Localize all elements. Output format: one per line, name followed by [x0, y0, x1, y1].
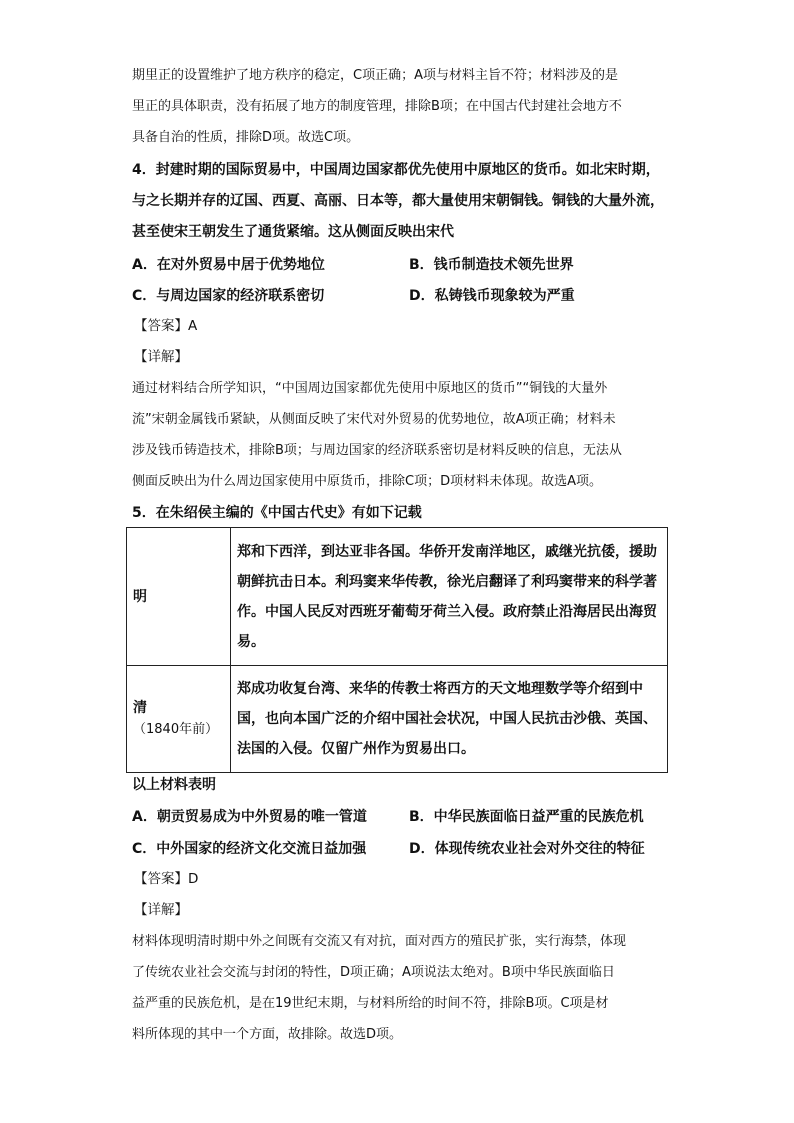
era-ming: 明	[127, 528, 231, 666]
q5-option-b: B．中华民族面临日益严重的民族危机	[409, 809, 644, 825]
q5-option-d: D．体现传统农业社会对外交往的特征	[409, 841, 645, 857]
q3-explanation-line-1: 期里正的设置维护了地方秩序的稳定，C项正确；A项与材料主旨不符；材料涉及的是	[132, 68, 618, 83]
ming-record: 郑和下西洋，到达亚非各国。华侨开发南洋地区，戚继光抗倭，援助朝鲜抗击日本。利玛窦来华传教，徐光启翻译了利玛窦带来的科学著作。中国人民反对西班牙葡萄牙荷兰入侵。政府禁止沿海居民出海贸易。	[231, 528, 668, 666]
q5-option-a: A．朝贡贸易成为中外贸易的唯一管道	[132, 809, 367, 825]
q4-detail-line-3: 涉及钱币铸造技术，排除B项；与周边国家的经济联系密切是材料反映的信息，无法从	[132, 443, 622, 458]
q4-option-a: A．在对外贸易中居于优势地位	[132, 257, 325, 273]
era-qing	[127, 666, 231, 773]
q3-explanation-line-3: 具备自治的性质，排除D项。故选C项。	[132, 130, 360, 145]
q4-stem-line-1: 4．封建时期的国际贸易中，中国周边国家都优先使用中原地区的货币。如北宋时期，	[132, 162, 660, 178]
q4-detail-label: 【详解】	[134, 349, 188, 365]
q5-answer: 【答案】D	[134, 871, 199, 887]
q4-detail-line-1: 通过材料结合所学知识，“中国周边国家都优先使用中原地区的货币”“铜钱的大量外	[132, 381, 608, 396]
era-qing-label: 清	[133, 700, 147, 716]
q5-stem: 5．在朱绍侯主编的《中国古代史》有如下记载	[132, 505, 422, 521]
q4-option-d: D．私铸钱币现象较为严重	[409, 288, 575, 304]
q3-explanation-line-2: 里正的具体职责，没有拓展了地方的制度管理，排除B项；在中国古代封建社会地方不	[132, 99, 622, 114]
q5-detail-line-2: 了传统农业社会交流与封闭的特性，D项正确；A项说法太绝对。B项中华民族面临日	[132, 965, 615, 980]
table-row-qing	[127, 666, 668, 773]
q4-stem-line-3: 甚至使宋王朝发生了通货紧缩。这从侧面反映出宋代	[132, 224, 454, 240]
q5-detail-line-4: 料所体现的其中一个方面，故排除。故选D项。	[132, 1027, 403, 1042]
q4-option-b: B．钱币制造技术领先世界	[409, 257, 574, 273]
era-qing-period: （1840年前）	[133, 722, 219, 737]
q4-stem-line-2: 与之长期并存的辽国、西夏、高丽、日本等，都大量使用宋朝铜钱。铜钱的大量外流，	[132, 193, 664, 209]
table-row-ming	[127, 528, 668, 666]
q4-option-c: C．与周边国家的经济联系密切	[132, 288, 325, 304]
q5-detail-line-1: 材料体现明清时期中外之间既有交流又有对抗，面对西方的殖民扩张，实行海禁，体现	[132, 934, 627, 949]
q4-answer: 【答案】A	[134, 318, 198, 334]
q5-detail-line-3: 益严重的民族危机，是在19世纪末期，与材料所给的时间不符，排除B项。C项是材	[132, 996, 609, 1011]
q5-detail-label: 【详解】	[134, 902, 188, 918]
q5-option-c: C．中外国家的经济文化交流日益加强	[132, 841, 367, 857]
q5-after-table: 以上材料表明	[132, 777, 216, 793]
history-table	[126, 527, 668, 773]
q4-detail-line-4: 侧面反映出为什么周边国家使用中原货币，排除C项；D项材料未体现。故选A项。	[132, 474, 602, 489]
qing-record: 郑成功收复台湾、来华的传教士将西方的天文地理数学等介绍到中国，也向本国广泛的介绍中国社会状况，中国人民抗击沙俄、英国、法国的入侵。仅留广州作为贸易出口。	[231, 666, 668, 773]
q4-detail-line-2: 流”宋朝金属钱币紧缺，从侧面反映了宋代对外贸易的优势地位，故A项正确；材料未	[132, 412, 616, 427]
